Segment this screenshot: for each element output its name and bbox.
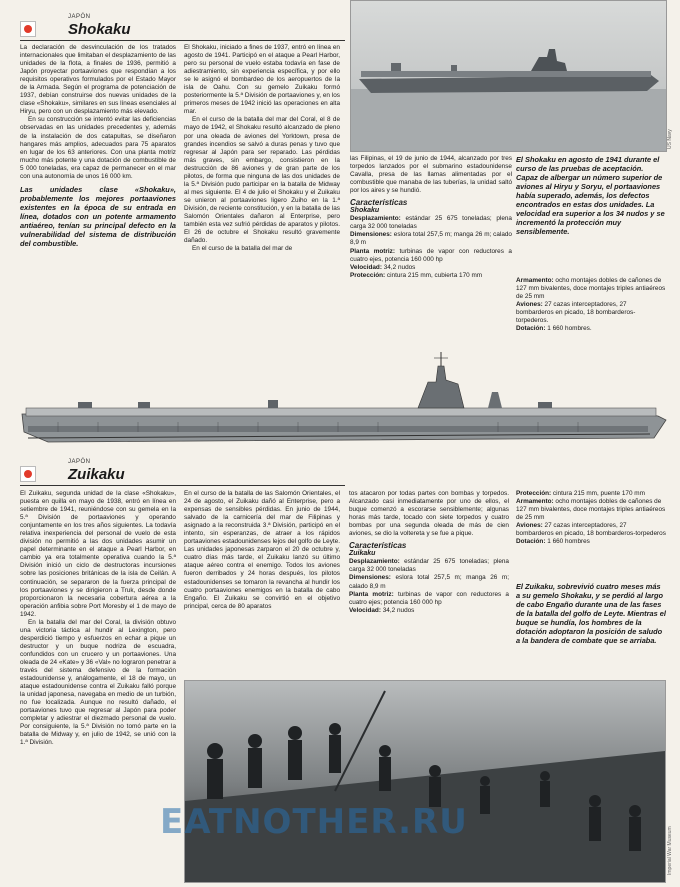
zuikaku-photo <box>184 680 666 883</box>
paragraph: las Filipinas, el 19 de junio de 1944, alcanzado por tres torpedos lanzados por el submarino estadounidense Cavalla, presa de las llamas alimentadas por el combustible que manaba de las tuberías, la unidad saltó por los aires y se hundió. <box>350 155 512 195</box>
photo-credit: US Navy <box>667 129 673 149</box>
spec-item: Desplazamiento: estándar 25 675 toneladas; plena carga 32 000 toneladas <box>350 215 512 231</box>
specs-ship-name: Zuikaku <box>349 550 376 558</box>
paragraph: En su construcción se intentó evitar las deficiencias observadas en las unidades precedentes y, además de la instalación de dos catapultas, se diseñaron hangares más amplios, adecuados para 75 aparatos en lugar de los 63 anteriores. Con una planta motriz mucho más potente y una dotación de combustible de 5 000 toneladas, era capaz de permanecer en el mar con una autonomía de unos 16 000 km. <box>20 116 176 180</box>
paragraph: tos atacaron por todas partes con bombas y torpedos. Alcanzado casi inmediatamente por uno de ellos, el buque comenzó a escorarse sensiblemente; algunas horas más tarde, tocado con siete torpedos y cuatro bombas por una segunda oleada de más de cien aviones, se dio la voltereta y se fue a pique. <box>349 490 509 538</box>
shokaku-ship-image <box>351 1 666 151</box>
title-divider <box>20 40 345 41</box>
paragraph: En la batalla del mar del Coral, la división obtuvo una victoria táctica al hundir al Lexington, pero desperdició tiempo y esfuerzos en echar a pique un destructor y un buque nodriza de escuadra, confundidos con un crucero y un portaaviones. Una oleada de 24 «Kate» y 36 «Val» no lograron penetrar a través del sistema defensivo de la formación estadounidense y, análogamente, el 18 de mayo, un ataque estadounidense contra el Zuikaku falló porque la unidad japonesa, navegaba en medio de un turbión, no fue localizada. Aunque no resultó dañado, el portaaviones tuvo que regresar al Japón para poder completar y adiestrar el diezmado personal de vuelo. Por consiguiente, la 5.ª División no tomó parte en la batalla de Midway y, en julio de 1942, se unió con la 1.ª División. <box>20 618 176 747</box>
article-title-shokaku: Shokaku <box>68 21 131 38</box>
specs-heading: Características <box>350 198 408 208</box>
spec-item: Dotación: 1 660 hombres <box>516 538 590 546</box>
zuikaku-column-2 <box>184 490 340 611</box>
spec-item: Velocidad: 34,2 nudos <box>350 263 416 271</box>
shokaku-photo-caption: El Shokaku en agosto de 1941 durante el curso de las pruebas de aceptación. Capaz de albergar un número superior de aviones al Hiryu y Soryu, el portaaviones había superado, además, los defectos encontrados en estas dos unidades. La velocidad era superior a los 34 nudos y se incrementó la protección muy sensiblemente. <box>516 155 665 236</box>
shokaku-pull-caption: Las unidades clase «Shokaku», probablemente los mejores portaaviones existentes en la época de su entrada en línea, dotados con un potente armamento antiaéreo, tenían su principal defecto en la vulnerabilidad del sistema de distribución del combustible. <box>20 184 176 248</box>
japan-flag-icon <box>20 466 36 482</box>
watermark: EATNOTHER.RU <box>160 802 468 842</box>
paragraph: En el curso de la batalla de las Salomón Orientales, el 24 de agosto, el Zuikaku dañó al Enterprise, pero a expensas de sensibles pérdidas. En junio de 1944, salvado de la carnicería del mar de Filipinas y asignado a la reconstruida 3.ª División, participó en el intento, sin esperanzas, de atraer a los rápidos portaaviones estadounidenses lejos del golfo de Leyte. Las unidades japonesas zarparon el 20 de octubre y, cuatro días más tarde, el Zuikaku lanzó su último ataque aéreo contra el enemigo. Todos los aviones fueron derribados y 24 horas después, los pilotos estadounidenses se tomaron la revancha al hundir los cuatro portaaviones enemigos en la batalla de cabo Engaño. El Zuikaku se convirtió en el objetivo principal, cerca de 80 aparatos <box>184 490 340 610</box>
specs-heading: Características <box>349 541 407 551</box>
shokaku-column-3 <box>350 155 512 280</box>
crew-salute-image <box>185 681 665 882</box>
spec-item: Protección: cintura 215 mm, cubierta 170 mm <box>350 271 483 279</box>
spec-list <box>350 215 512 279</box>
zuikaku-photo-caption: El Zuikaku, sobrevivió cuatro meses más a su gemelo Shokaku, y se perdió al largo de cabo Engaño durante una de las fases de la batalla del golfo de Leyte. Mientras el buque se hundía, los hombres de la dotación adoptaron la posición de saludo a la bandera de combate que se arriaba. <box>516 582 666 645</box>
photo-credit: Imperial War Museum <box>667 826 673 875</box>
spec-item: Planta motriz: turbinas de vapor con reductores a cuatro ejes, potencia 160 000 hp <box>350 247 512 263</box>
paragraph: El Zuikaku, segunda unidad de la clase «Shokaku», puesta en quilla en mayo de 1938, entró en línea en setiembre de 1941, reuniéndose con su gemela en la 5.ª División de portaaviones y operando conjuntamente en los tres años siguientes. La todavía relativa inexperiencia del personal de vuelo de esta división no permitió a las dos unidades asumir un papel determinante en el ataque a Pearl Harbor, en cambio ya era totalmente operativa cuando la 5.ª División inició un ciclo de destructoras incursiones sobre las posiciones británicas de la isla de Ceilán. A continuación, se separaron de la fuerza principal de los portaaviones y se dirigieron a Truk, desde donde proporcionaron la necesaria cobertura aérea a la operación anfibia sobre Port Moresby el 1 de mayo de 1942. <box>20 490 176 618</box>
spec-item: Protección: cintura 215 mm, puente 170 mm <box>516 490 645 497</box>
spec-item: Dimensiones: eslora total 257,5 m; manga 26 m; calado 8,9 m <box>349 574 509 590</box>
country-label: JAPÓN <box>68 14 91 20</box>
country-label: JAPÓN <box>68 459 91 465</box>
shokaku-photo <box>350 0 667 152</box>
spec-item: Aviones: 27 cazas interceptadores, 27 bombarderos en picado, 18 bombarderos-torpederos. <box>516 301 636 325</box>
spec-item: Velocidad: 34,2 nudos <box>349 606 415 614</box>
title-divider <box>20 485 345 486</box>
zuikaku-specs-right <box>516 490 666 546</box>
shokaku-armament <box>516 277 666 333</box>
spec-list <box>349 558 509 614</box>
spec-item: Dotación: 1 660 hombres. <box>516 325 592 333</box>
paragraph: El Shokaku, iniciado a fines de 1937, entró en línea en agosto de 1941. Participó en el ataque a Pearl Harbor, pero su personal de vuelo estaba todavía en fase de adiestramiento, sin experiencia específica, y por ello se le asignó el bombardeo de los aeropuertos de la isla de Oahu. Con su gemelo Zuikaku formó posteriormente la 5.ª División de portaaviones y, en los primeros meses de 1942 inició las operaciones en alta mar. <box>184 44 340 116</box>
zuikaku-column-1 <box>20 490 176 748</box>
spec-item: Planta motriz: turbinas de vapor con reductores a cuatro ejes; potencia 160 000 hp <box>349 590 509 606</box>
carrier-profile-illustration <box>18 352 668 448</box>
japan-flag-icon <box>20 21 36 37</box>
spec-item: Armamento: ocho montajes dobles de cañones de 127 mm bivalentes, doce montajes triples antiaéreos de 25 mm <box>516 498 666 522</box>
paragraph: La declaración de desvinculación de los tratados internacionales que limitaban el desplazamiento de las unidades de la flota, a finales de 1936, permitió a Japón proyectar portaaviones que respondían a los requisitos operativos formulados por el Estado Mayor de la Armada. Según el programa de potenciación de 1937, debían construirse dos nuevas unidades de la clase «Shokaku», similares en sus líneas esenciales al Hiryu, pero con un desplazamiento más elevado. <box>20 44 176 116</box>
specs-ship-name: Shokaku <box>350 207 380 215</box>
paragraph: En el curso de la batalla del mar de <box>192 245 293 253</box>
spec-item: Armamento: ocho montajes dobles de cañones de 127 mm bivalentes, doce montajes triples antiaéreos de 25 mm <box>516 277 666 301</box>
spec-item: Aviones: 27 cazas interceptadores, 27 bombarderos en picado, 18 bombarderos-torpederos <box>516 522 666 538</box>
zuikaku-column-3 <box>349 490 509 615</box>
article-title-zuikaku: Zuikaku <box>68 466 125 483</box>
shokaku-column-1 <box>20 44 176 248</box>
spec-item: Desplazamiento: estándar 25 675 toneladas; plena carga 32 000 toneladas <box>349 558 509 574</box>
paragraph: En el curso de la batalla del mar del Coral, el 8 de mayo de 1942, el Shokaku resultó alcanzado de pleno por una oleada de aviones del Yorktown, presa de grandes incendios se salvó a duras penas y tuvo que regresar al Japón para ser reparado. Las pérdidas más graves, sin embargo, consistieron en la destrucción de 86 aviones y de gran parte de los pilotos, de forma que ninguna de las dos unidades de la 5.ª División pudo participar en la batalla de Midway al mes siguiente. El 4 de julio el Shokaku y el Zuikaku se unieron al portaaviones ligero Zuiho en la 1.ª División, de reciente constitución, y en la batalla de las Salomón Orientales dañaron al Enterprise, pero también esta vez sufrió pérdidas de aparatos y pilotos. El 26 de octubre el Shokaku resultó gravemente dañado. <box>184 116 340 245</box>
spec-item: Dimensiones: eslora total 257,5 m; manga 26 m; calado 8,9 m <box>350 231 512 247</box>
shokaku-column-2 <box>184 44 340 253</box>
